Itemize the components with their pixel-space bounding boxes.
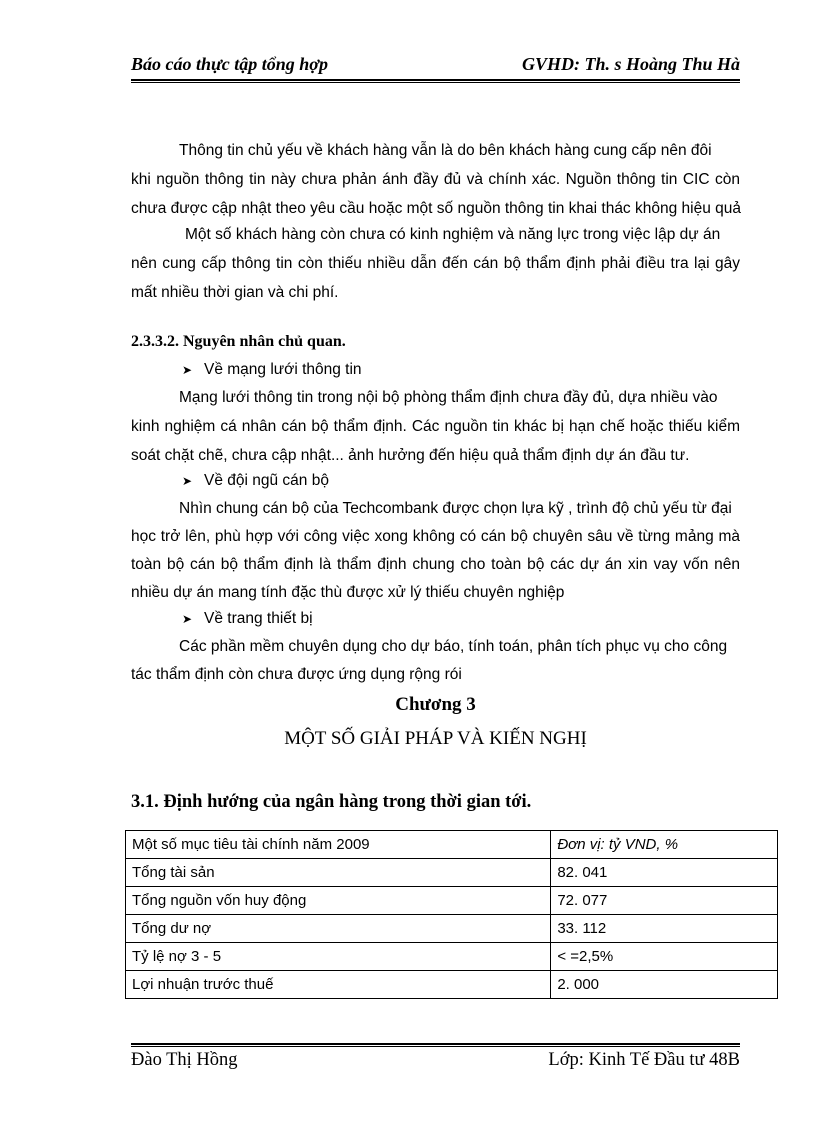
arrow-bullet-icon: ➤ xyxy=(182,474,193,488)
header-rule-thick xyxy=(131,79,740,81)
table-cell-label: Tỷ lệ nợ 3 - 5 xyxy=(126,943,551,971)
table-row xyxy=(126,859,778,887)
table-cell-label: Tổng dư nợ xyxy=(126,915,551,943)
bullet-network xyxy=(182,361,362,379)
table-row xyxy=(126,971,778,999)
paragraph-line: Nhìn chung cán bộ của Techcombank được chọn lựa kỹ , trình độ chủ yếu từ đại xyxy=(179,500,732,517)
chapter-title: MỘT SỐ GIẢI PHÁP VÀ KIẾN NGHỊ xyxy=(284,728,587,749)
paragraph-line: tác thẩm định còn chưa được ứng dụng rộng rói xyxy=(131,666,462,683)
paragraph-line: kinh nghiệm cá nhân cán bộ thẩm định. Các nguồn tin khác bị hạn chế hoặc thiếu kiểm xyxy=(131,418,740,435)
table-header-row xyxy=(126,831,778,859)
footer-rule-thin xyxy=(131,1046,740,1047)
footer-rule-thick xyxy=(131,1043,740,1045)
page-footer xyxy=(131,1050,740,1076)
bullet-staff xyxy=(182,472,329,490)
paragraph-line: toàn bộ cán bộ thẩm định là thẩm định chung cho toàn bộ các dự án xin vay vốn nên xyxy=(131,556,740,573)
section-heading-subjective-causes: 2.3.3.2. Nguyên nhân chủ quan. xyxy=(131,333,346,350)
page-header xyxy=(131,52,740,80)
paragraph-line: Mạng lưới thông tin trong nội bộ phòng thẩm định chưa đầy đủ, dựa nhiều vào xyxy=(179,389,718,406)
paragraph-line: Thông tin chủ yếu về khách hàng vẫn là do bên khách hàng cung cấp nên đôi xyxy=(179,142,712,159)
table-cell-label: Tổng tài sản xyxy=(126,859,551,887)
chapter-number: Chương 3 xyxy=(395,694,476,715)
table-cell-value: 72. 077 xyxy=(551,887,778,915)
table-cell-label: Lợi nhuận trước thuế xyxy=(126,971,551,999)
table-unit-cell: Đơn vị: tỷ VND, % xyxy=(551,831,778,859)
paragraph-line: chưa được cập nhật theo yêu cầu hoặc một số nguồn thông tin khai thác không hiệu quả xyxy=(131,200,742,217)
table-row xyxy=(126,887,778,915)
bullet-equipment xyxy=(182,610,313,628)
header-supervisor: GVHD: Th. s Hoàng Thu Hà xyxy=(521,54,740,74)
footer-author: Đào Thị Hồng xyxy=(131,1050,238,1070)
table-cell-label: Tổng nguồn vốn huy động xyxy=(126,887,551,915)
bullet-label: Về đội ngũ cán bộ xyxy=(204,472,329,489)
arrow-bullet-icon: ➤ xyxy=(182,612,193,626)
table-cell-value: 33. 112 xyxy=(551,915,778,943)
paragraph-line: nhiều dự án mang tính đặc thù được xử lý thiếu chuyên nghiệp xyxy=(131,584,565,601)
table-cell-value: 82. 041 xyxy=(551,859,778,887)
header-rule-thin xyxy=(131,82,740,83)
paragraph-line: soát chặt chẽ, chưa cập nhật... ảnh hưởng đến hiệu quả thẩm định dự án đầu tư. xyxy=(131,447,690,464)
paragraph-line: Các phần mềm chuyên dụng cho dự báo, tính toán, phân tích phục vụ cho công xyxy=(179,638,728,655)
table-row xyxy=(126,915,778,943)
paragraph-line: mất nhiều thời gian và chi phí. xyxy=(131,284,339,301)
section-heading-bank-direction: 3.1. Định hướng của ngân hàng trong thời gian tới. xyxy=(131,792,532,812)
paragraph-line: học trở lên, phù hợp với công việc xong không có cán bộ chuyên sâu về từng mảng mà xyxy=(131,528,740,545)
arrow-bullet-icon: ➤ xyxy=(182,363,193,377)
bullet-label: Về trang thiết bị xyxy=(204,610,313,627)
bullet-label: Về mạng lưới thông tin xyxy=(204,361,362,378)
table-row xyxy=(126,943,778,971)
paragraph-line: khi nguồn thông tin này chưa phản ánh đầy đủ và chính xác. Nguồn thông tin CIC còn xyxy=(131,171,740,188)
paragraph-line: nên cung cấp thông tin còn thiếu nhiều dẫn đến cán bộ thẩm định phải điều tra lại gây xyxy=(131,255,740,272)
table-cell-value: 2. 000 xyxy=(551,971,778,999)
table-header-cell: Một số mục tiêu tài chính năm 2009 xyxy=(126,831,551,859)
paragraph-line: Một số khách hàng còn chưa có kinh nghiệm và năng lực trong việc lập dự án xyxy=(185,226,721,243)
header-report-title: Báo cáo thực tập tổng hợp xyxy=(131,54,328,74)
footer-class: Lớp: Kinh Tế Đầu tư 48B xyxy=(548,1050,740,1070)
table-cell-value: < =2,5% xyxy=(551,943,778,971)
financial-targets-table xyxy=(125,830,778,999)
